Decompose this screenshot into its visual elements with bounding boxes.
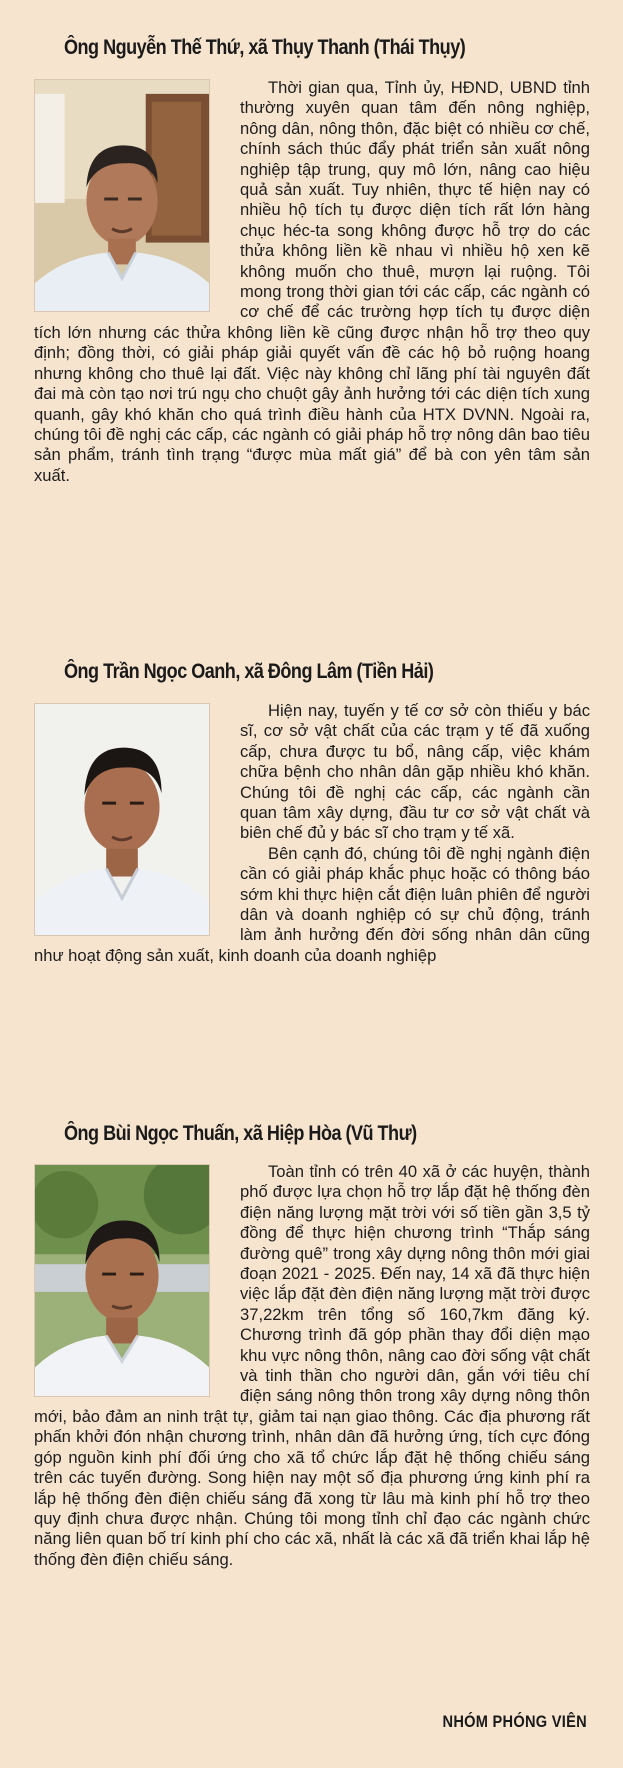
section-2-paragraph-2: Bên cạnh đó, chúng tôi đề nghị ngành điện cần có giải pháp khắc phục hoặc có thông báo sớm khi thực hiện cắt điện luân phiên để người dân và doanh nghiệp có sự chủ động, tránh làm ảnh hưởng đến đời sống nhân dân cũng như hoạt động sản xuất, kinh doanh của doanh nghiệp bbox=[34, 843, 590, 965]
section-1-body bbox=[34, 78, 590, 486]
author-signature: NHÓM PHÓNG VIÊN bbox=[442, 1712, 587, 1731]
section-3-paragraph-1: Toàn tỉnh có trên 40 xã ở các huyện, thành phố được lựa chọn hỗ trợ lắp đặt hệ thống đèn điện năng lượng mặt trời với số tiền gần 3,5 tỷ đồng để thực hiện chương trình “Thắp sáng đường quê” trong xây dựng nông thôn mới giai đoạn 2021 - 2025. Đến nay, 14 xã đã thực hiện việc lắp đặt đèn điện năng lượng mặt trời được 37,22km trên tổng số 160,7km đăng ký. Chương trình đã góp phần thay đổi diện mạo khu vực nông thôn, nâng cao đời sống vật chất và tinh thần cho người dân, gắn với tiêu chí điện sáng nông thôn trong xây dựng nông thôn mới, bảo đảm an ninh trật tự, giảm tai nạn giao thông. Các địa phương rất phấn khởi đón nhận chương trình, nhân dân đã hưởng ứng, tích cực đóng góp nguồn kinh phí đối ứng cho xã tổ chức lắp đặt hệ thống chiếu sáng trên các tuyến đường. Song hiện nay một số địa phương ứng kinh phí ra lắp hệ thống đèn điện chiếu sáng đã xong từ lâu mà kinh phí hỗ trợ theo quy định chưa được nhận. Chúng tôi mong tỉnh chỉ đạo các ngành chức năng liên quan bố trí kinh phí cho các xã, nhất là các xã đã triển khai lắp hệ thống đèn điện chiếu sáng. bbox=[34, 1162, 590, 1569]
section-2-paragraph-1: Hiện nay, tuyến y tế cơ sở còn thiếu y bác sĩ, cơ sở vật chất của các trạm y tế đã xuống cấp, chưa được tu bổ, nâng cấp, việc khám chữa bệnh cho nhân dân gặp nhiều khó khăn. Chúng tôi đề nghị các cấp, các ngành cần quan tâm xây dựng, đầu tư cơ sở vật chất và biên chế đủ y bác sĩ cho trạm y tế xã. bbox=[240, 701, 590, 843]
section-1-heading: Ông Nguyễn Thế Thứ, xã Thụy Thanh (Thái Thụy) bbox=[64, 36, 466, 59]
section-3-heading: Ông Bùi Ngọc Thuấn, xã Hiệp Hòa (Vũ Thư) bbox=[64, 1122, 417, 1145]
section-2-body bbox=[34, 701, 590, 966]
section-2-heading: Ông Trần Ngọc Oanh, xã Đông Lâm (Tiền Hải) bbox=[64, 660, 434, 683]
section-3-body bbox=[34, 1162, 590, 1570]
section-1-paragraph-1: Thời gian qua, Tỉnh ủy, HĐND, UBND tỉnh thường xuyên quan tâm đến nông nghiệp, nông dân, nông thôn, đặc biệt có nhiều cơ chế, chính sách thúc đẩy phát triển sản xuất nông nghiệp tập trung, quy mô lớn, nâng cao hiệu quả sản xuất. Tuy nhiên, thực tế hiện nay có nhiều hộ tích tụ được diện tích rất lớn hàng chục héc-ta song không được hỗ trợ do các thửa không liền kề nhau vì nhiều hộ xen kẽ không muốn cho thuê, mượn lại ruộng. Tôi mong trong thời gian tới các cấp, các ngành có cơ chế để các trường hợp tích tụ được diện tích lớn nhưng các thửa không liền kề cũng được nhận hỗ trợ theo quy định; đồng thời, có giải pháp giải quyết vấn đề các hộ bỏ ruộng hoang nhưng không cho thuê lại đất. Việc này không chỉ lãng phí tài nguyên đất đai mà còn tạo nơi trú ngụ cho chuột gây ảnh hưởng tới các diện tích xung quanh, gây khó khăn cho quá trình điều hành của HTX DVNN. Ngoài ra, chúng tôi đề nghị các cấp, các ngành có giải pháp hỗ trợ nông dân bao tiêu sản phẩm, tránh tình trạng “được mùa mất giá” để bà con yên tâm sản xuất. bbox=[34, 78, 590, 485]
